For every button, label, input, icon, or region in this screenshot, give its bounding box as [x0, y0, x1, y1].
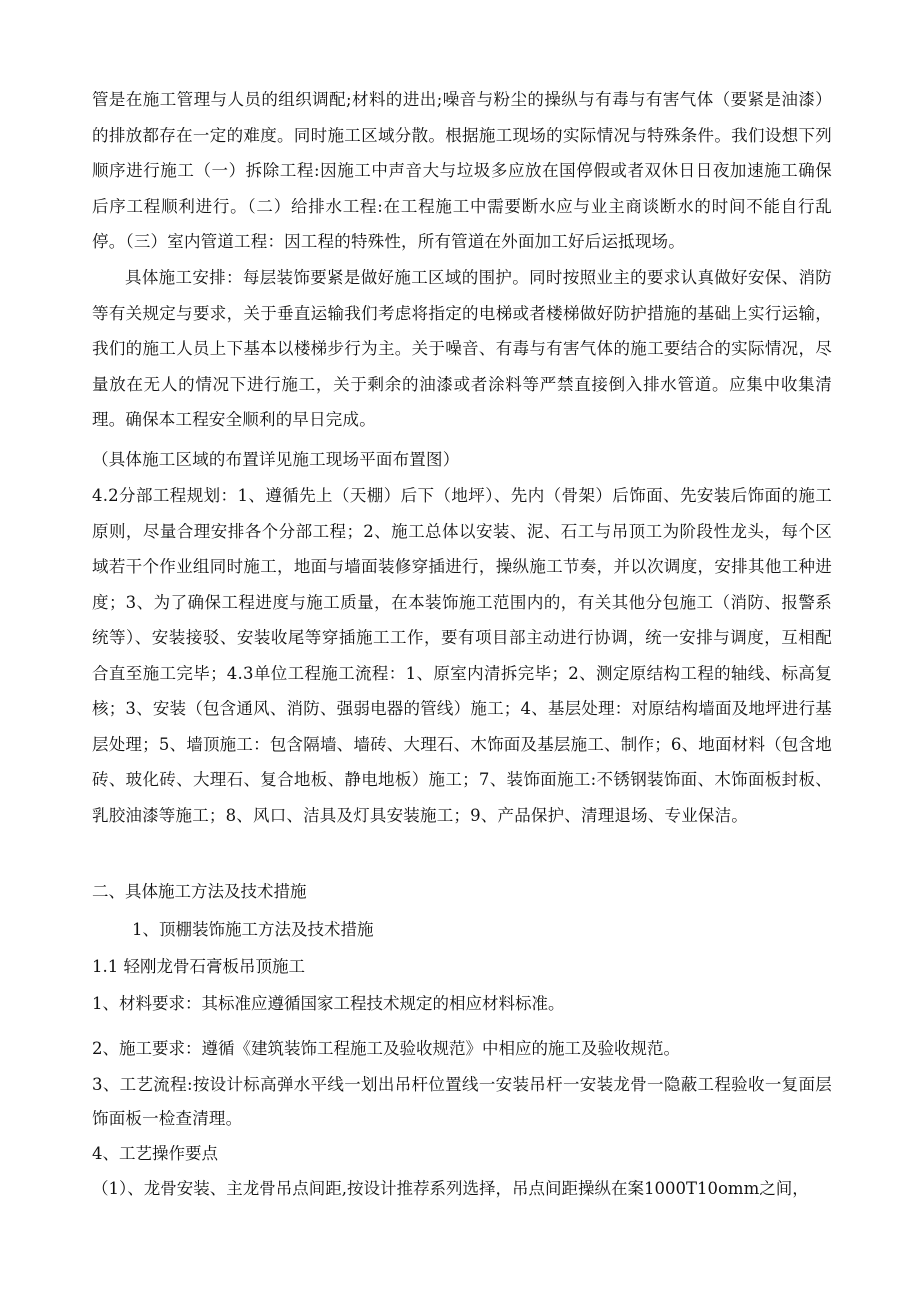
paragraph-construction-sequence: 管是在施工管理与人员的组织调配;材料的进出;噪音与粉尘的操纵与有毒与有害气体（要紧是油漆）的排放都存在一定的难度。同时施工区域分散。根据施工现场的实际情况与特殊条件。我们设想下列顺序进行施工（一）拆除工程:因施工中声音大与垃圾多应放在国停假或者双休日日夜加速施工确保后序工程顺利进行。（二）给排水工程:在工程施工中需要断水应与业主商谈断水的时间不能自行乱停。（三）室内管道工程：因工程的特殊性，所有管道在外面加工好后运抵现场。 — [92, 90, 832, 251]
item-material-requirements: 1、材料要求：其标准应遵循国家工程技术规定的相应材料标准。 — [92, 994, 565, 1013]
paragraph-site-layout-note: （具体施工区域的布置详见施工现场平面布置图） — [92, 450, 460, 469]
item-process-flow: 3、工艺流程:按设计标高弹水平线一划出吊杆位置线一安装吊杆一安装龙骨一隐蔽工程验收一复面层饰面板一检查清理。 — [92, 1075, 832, 1128]
section-heading-methods: 二、具体施工方法及技术措施 — [92, 882, 307, 901]
subsection-heading-ceiling: 1、顶棚装饰施工方法及技术措施 — [132, 920, 374, 939]
item-construction-requirements: 2、施工要求：遵循《建筑装饰工程施工及验收规范》中相应的施工及验收规范。 — [92, 1039, 680, 1058]
paragraph-specific-arrangement: 具体施工安排：每层装饰要紧是做好施工区域的围护。同时按照业主的要求认真做好安保、消防等有关规定与要求，关于垂直运输我们考虑将指定的电梯或者楼梯做好防护措施的基础上实行运输，我们的施工人员上下基本以楼梯步行为主。关于噪音、有毒与有害气体的施工要结合的实际情况，尽量放在无人的情况下进行施工，关于剩余的油漆或者涂料等严禁直接倒入排水管道。应集中收集清理。确保本工程安全顺利的早日完成。 — [92, 268, 832, 429]
subsection-heading-gypsum-ceiling: 1.1 轻刚龙骨石膏板吊顶施工 — [92, 957, 305, 976]
item-keel-installation: （1）、龙骨安装、主龙骨吊点间距,按设计推荐系列选择，吊点间距操纵在案1000T10omm之间， — [92, 1179, 809, 1198]
paragraph-sub-project-planning: 4.2分部工程规划：1、遵循先上（天棚）后下（地坪）、先内（骨架）后饰面、先安装后饰面的施工原则，尽量合理安排各个分部工程；2、施工总体以安装、泥、石工与吊顶工为阶段性龙头，每个区域若干个作业组同时施工，地面与墙面装修穿插进行，操纵施工节奏，并以次调度，安排其他工种进度；3、为了确保工程进度与施工质量，在本装饰施工范围内的，有关其他分包施工（消防、报警系统等）、安装接驳、安装收尾等穿插施工工作，要有项目部主动进行协调，统一安排与调度，互相配合直至施工完毕；4.3单位工程施工流程：1、原室内清拆完毕；2、测定原结构工程的轴线、标高复核；3、安装（包含通风、消防、强弱电器的管线）施工；4、基层处理：对原结构墙面及地坪进行基层处理；5、墙顶施工：包含隔墙、墙砖、大理石、木饰面及基层施工、制作；6、地面材料（包含地砖、玻化砖、大理石、复合地板、静电地板）施工；7、装饰面施工:不锈钢装饰面、木饰面板封板、乳胶油漆等施工；8、风口、洁具及灯具安装施工；9、产品保护、清理退场、专业保洁。 — [92, 486, 832, 825]
item-operation-points: 4、工艺操作要点 — [92, 1144, 218, 1163]
